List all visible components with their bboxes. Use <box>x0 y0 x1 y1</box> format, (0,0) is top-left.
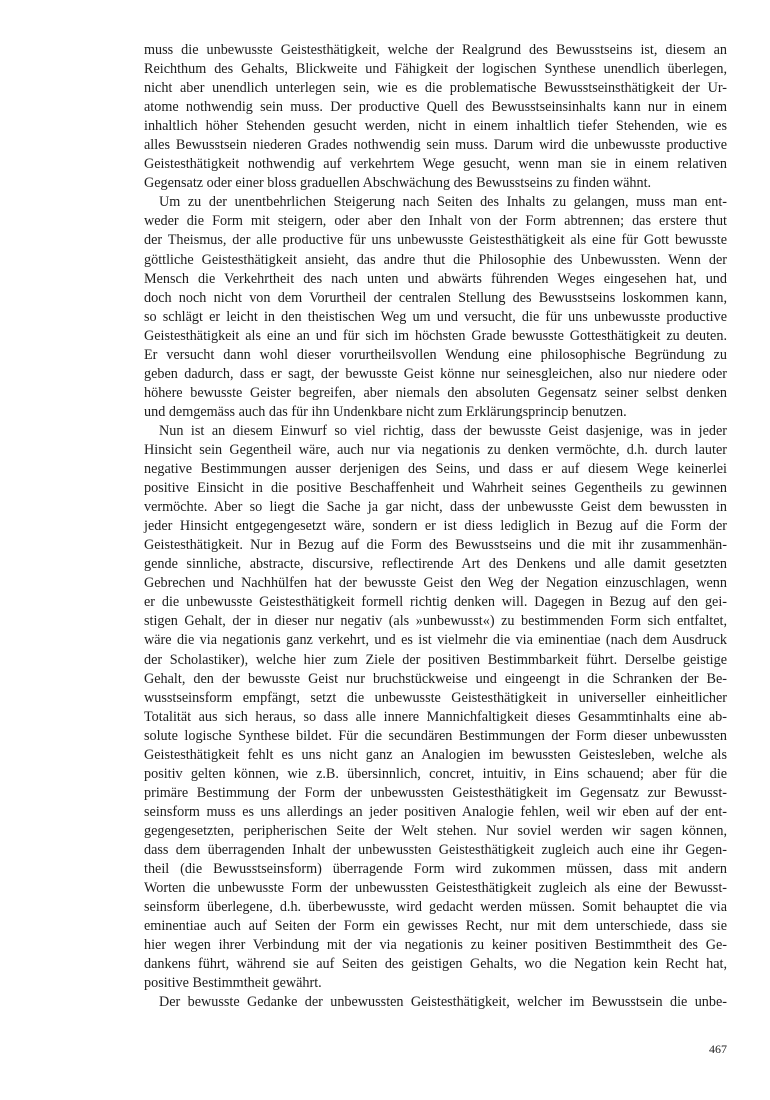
text-line: positive Bestimmtheit gewährt. <box>144 975 322 992</box>
text-line: Hinsicht sein Gegentheil wäre, auch nur via negationis zu denken vermöchte, d.h. durch lauter <box>144 441 727 458</box>
text-line: Um zu der unentbehrlichen Steigerung nach Seiten des Inhalts zu gelangen, muss man ent- <box>159 194 727 211</box>
text-line: göttliche Geistesthätigkeit ansieht, das andre thut die Philosophie des Unbewussten. Wenn der <box>144 251 727 268</box>
text-line: positive Einsicht in die positive Beschaffenheit und Wahrheit seines Gegentheils zu gewinnen <box>144 480 727 497</box>
text-line: vermöchte. Aber so liegt die Sache ja gar nicht, dass der unbewusste Geist dem bewussten in <box>144 499 727 516</box>
text-line: so schlägt er leicht in den theistischen Weg um und versucht, die für uns unbewusste productive <box>144 308 727 325</box>
text-line: der Scholastiker), welche hier zum Ziele der positiven Bestimmbarkeit führt. Derselbe geistige <box>144 651 727 668</box>
text-line: er die unbewusste Geistesthätigkeit formell richtig denken will. Dagegen in Bezug auf den gei- <box>144 594 727 611</box>
text-line: nicht aber unendlich unterlegen sein, wie es die problematische Bewusstseinsthätigkeit der Ur- <box>144 80 727 97</box>
text-line: Geistesthätigkeit als eine an und für sich im höchsten Grade bewusste Gottesthätigkeit zu deuten. <box>144 327 727 344</box>
text-line: Nun ist an diesem Einwurf so viel richtig, dass der bewusste Geist dasjenige, was in jeder <box>159 422 727 439</box>
text-line: seinsform überlegene, d.h. überbewusste, wird gedacht werden müssen. Somit behauptet die via <box>144 899 727 916</box>
text-line: positiv gelten können, wie z.B. übersinnlich, concret, intuitiv, in Eins schauend; aber für die <box>144 765 727 782</box>
text-line: jeder Hinsicht entgegengesetzt wäre, sondern er ist diess lediglich in Bezug auf die Form der <box>144 518 727 535</box>
text-line: solute logische Synthese bildet. Für die secundären Bestimmungen der Form dieser unbewussten <box>144 727 727 744</box>
text-line: Geistesthätigkeit. Nur in Bezug auf die Form des Bewusstseins und die mit ihr zusammenhän- <box>144 537 727 554</box>
text-line: inhaltlich höher Stehenden gesucht werden, nicht in einem inhaltlich tiefer Stehenden, wie es <box>144 118 727 135</box>
text-line: und demgemäss auch das für ihn Undenkbare nicht zum Erklärungsprincip benutzen. <box>144 403 627 420</box>
text-line: weder die Form mit steigern, oder aber den Inhalt von der Form abtrennen; das erstere thut <box>144 213 727 230</box>
text-line: doch noch nicht von dem Vorurtheil der centralen Stellung des Bewusstseins loskommen kann, <box>144 289 727 306</box>
text-line: dass dem überragenden Inhalt der unbewussten Geistesthätigkeit zugleich auch eine ihr Gegen- <box>144 841 727 858</box>
text-line: wäre die via negationis ganz verkehrt, und es ist vielmehr die via eminentiae (nach dem Ausdruck <box>144 632 727 649</box>
text-line: Totalität aus sich heraus, so dass alle innere Mannichfaltigkeit dieses Gesammtinhalts eine ab- <box>144 708 727 725</box>
text-line: atome nothwendig sein muss. Der productive Quell des Bewusstseinsinhalts kann nur in einem <box>144 99 727 116</box>
text-line: Der bewusste Gedanke der unbewussten Geistesthätigkeit, welcher im Bewusstsein die unbe- <box>159 994 727 1011</box>
text-line: Gegensatz oder einer bloss graduellen Abschwächung des Bewusstseins zu finden wähnt. <box>144 175 652 192</box>
text-line: gende sinnliche, abstracte, discursive, reflectirende Art des Denkens und alle damit gesetzten <box>144 556 727 573</box>
text-line: eminentiae auch auf Seiten der Form ein gewisses Recht, nur mit dem unterschiede, dass sie <box>144 918 727 935</box>
text-line: alles Bewusstsein niederen Grades nothwendig sein muss. Darum wird die unbewusste productive <box>144 137 727 154</box>
text-line: theil (die Bewusstseinsform) überragende Form wird zukommen müssen, dass mit andern <box>144 861 727 878</box>
text-line: gegengesetzten, peripherischen Seite der Welt stehen. Nur soviel werden wir sagen können, <box>144 822 727 839</box>
text-line: Mensch die Verkehrtheit des nach unten und abwärts führenden Weges eingesehen hat, und <box>144 270 727 287</box>
text-line: primäre Bestimmung der Form der unbewussten Geistesthätigkeit im Gegensatz zur Bewusst- <box>144 784 727 801</box>
text-line: muss die unbewusste Geistesthätigkeit, welche der Realgrund des Bewusstseins ist, diesem an <box>144 42 727 58</box>
text-line: höhere bewusste Geister begreifen, aber niemals den absoluten Gegensatz seiner selbst denken <box>144 384 727 401</box>
page-number: 467 <box>709 1042 727 1056</box>
text-line: wusstseinsform empfängt, setzt die unbewusste Geistesthätigkeit in universeller einheitlicher <box>144 689 727 706</box>
text-line: dankens führt, während sie auf Seiten des geistigen Gehalts, wo die Negation kein Recht hat, <box>144 956 727 973</box>
text-line: negative Bestimmungen ausser derjenigen des Seins, und dass er auf diesem Wege keinerlei <box>144 461 727 478</box>
text-line: Geistesthätigkeit fehlt es uns nicht ganz an Analogien im bewussten Geistesleben, welche als <box>144 746 727 763</box>
text-line: Er versucht dann wohl dieser vorurtheilsvollen Wendung eine philosophische Begründung zu <box>144 346 727 363</box>
text-line: Reichthum des Gehalts, Blickweite und Fähigkeit der logischen Synthese unendlich überlegen, <box>144 61 727 78</box>
text-line: Worten die unbewusste Form der unbewussten Geistesthätigkeit zugleich als eine der Bewusst- <box>144 880 727 897</box>
text-line: stigen Gehalt, der in dieser nur negativ (als »unbewusst«) zu bestimmenden Form sich entfaltet, <box>144 613 727 630</box>
text-line: Gehalt, den der bewusste Geist nur bruchstückweise und eingeengt in die Schranken der Be- <box>144 670 727 687</box>
body-text <box>144 41 727 1012</box>
text-line: seinsform muss es uns allerdings an jeder positiven Analogie fehlen, weil wir eben auf der ent- <box>144 803 727 820</box>
text-line: hier wegen ihrer Verbindung mit der via negationis zu keiner positiven Bestimmtheit des Ge- <box>144 937 727 954</box>
text-line: Gebrechen und Nachhülfen hat der bewusste Geist den Weg der Negation einzuschlagen, wenn <box>144 575 727 592</box>
text-line: der Theismus, der alle productive für uns unbewusste Geistesthätigkeit als eine für Gott bewusste <box>144 232 727 249</box>
text-line: geben dadurch, dass er sagt, der bewusste Geist könne nur seinesgleichen, also nur niedere oder <box>144 365 727 382</box>
text-line: Geistesthätigkeit nothwendig auf verkehrtem Wege gesucht, wenn man sie in einem relativen <box>144 156 727 173</box>
